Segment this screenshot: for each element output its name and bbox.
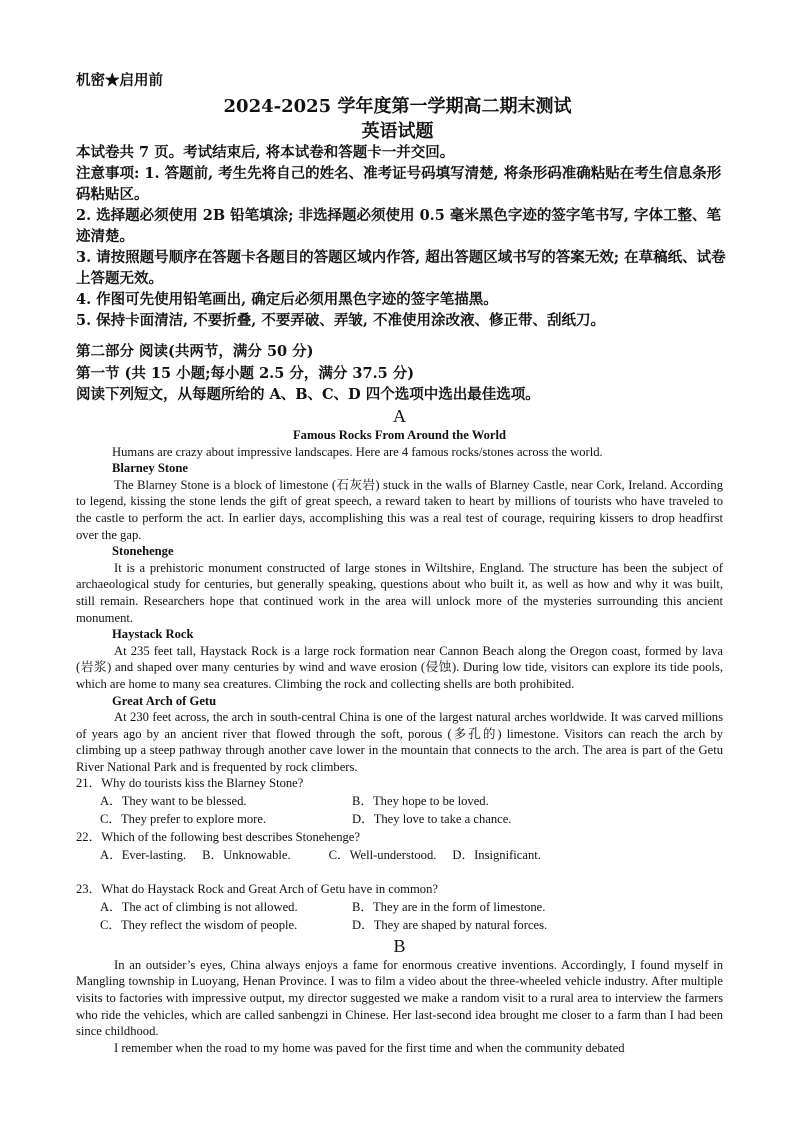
option-b[interactable]: B．Unknowable.: [202, 847, 291, 862]
option-b[interactable]: B．They hope to be loved.: [352, 794, 489, 809]
option-a[interactable]: A．The act of climbing is not allowed.: [100, 900, 298, 915]
questions: [76, 775, 723, 934]
option-c[interactable]: C．They reflect the wisdom of people.: [100, 918, 298, 933]
paragraph: In an outsider’s eyes, China always enjoys a fame for enormous creative inventions. Accordingly, I found myself in Mangling township in Luoyang, Henan Province. I was to film a video about the three-wheeled vehicle industry. After multiple visits to factories with impressive output, my director suggested we make a random visit to a rural area to interview the farmers who ride the vehicles, which are called sanbengzi in Chinese. Her last-second idea brought me closer to a farm than I had been since childhood.: [76, 957, 723, 1039]
instruction-line: 4. 作图可先使用铅笔画出, 确定后必须用黑色字迹的签字笔描黑。: [76, 291, 498, 308]
instruction-line: 注意事项: 1. 答题前, 考生先将自己的姓名、准考证号码填写清楚, 将条形码准确粘贴在考生信息条形码粘贴区。: [76, 165, 722, 203]
options-row: [76, 793, 723, 811]
option-a[interactable]: A．Ever-lasting.: [100, 847, 187, 862]
option-d[interactable]: D．They love to take a chance.: [352, 812, 512, 827]
option-d[interactable]: D．Insignificant.: [452, 847, 541, 862]
instructions: [76, 142, 726, 331]
passage-letter: A: [393, 406, 406, 426]
passage-intro: Humans are crazy about impressive landscapes. Here are 4 famous rocks/stones across the world.: [112, 444, 603, 459]
instruction-line: 2. 选择题必须使用 2B 铅笔填涂; 非选择题必须使用 0.5 毫米黑色字迹的签字笔书写, 字体工整、笔迹清楚。: [76, 207, 721, 245]
question-stem: 21．Why do tourists kiss the Blarney Stone?: [76, 776, 304, 791]
paragraph: The Blarney Stone is a block of limestone (石灰岩) stuck in the walls of Blarney Castle, near Cork, Ireland. According to legend, kissing the stone lends the gift of great speech, a reward taken to heart by millions of tourists who have traveled to the castle to perform the act. In earlier days, accomplishing this was a real test of courage, requiring kissers to drop headfirst over the gap.: [76, 477, 723, 542]
passage-title: Famous Rocks From Around the World: [292, 428, 507, 442]
section-heading: Haystack Rock: [112, 627, 194, 642]
options-row: [76, 899, 723, 917]
paragraph: At 230 feet across, the arch in south-central China is one of the largest natural arches worldwide. It was carved millions of years ago by an ancient river that flowed through the soft, porous (多孔的) limestone. Visitors can reach the arch by climbing up a steep pathway through another cave lower in the mountain that connects to the arch. The area is part of the Getu River National Park and is frequented by rock climbers.: [76, 710, 723, 774]
instruction-line: 3. 请按照题号顺序在答题卡各题目的答题区域内作答, 超出答题区域书写的答案无效; 在草稿纸、试卷上答题无效。: [76, 249, 726, 287]
option-b[interactable]: B．They are in the form of limestone.: [352, 900, 546, 915]
option-c[interactable]: C．They prefer to explore more.: [100, 812, 267, 827]
option-a[interactable]: A．They want to be blessed.: [100, 794, 247, 809]
directions: 阅读下列短文，从每题所给的 A、B、C、D 四个选项中选出最佳选项。: [76, 386, 540, 403]
exam-subject: 英语试题: [361, 121, 434, 142]
section-heading: Stonehenge: [112, 544, 174, 559]
subsection-title: 第一节 (共 15 小题;每小题 2.5 分，满分 37.5 分): [76, 364, 415, 382]
section-heading: Great Arch of Getu: [112, 693, 217, 708]
section-heading: [76, 341, 726, 406]
confidential-label: 机密★启用前: [76, 72, 163, 89]
paragraph: I remember when the road to my home was paved for the first time and when the community debated: [114, 1040, 625, 1055]
section-heading: Blarney Stone: [112, 461, 188, 476]
part-title: 第二部分 阅读(共两节，满分 50 分): [76, 343, 314, 360]
instruction-line: 本试卷共 7 页。考试结束后, 将本试卷和答题卡一并交回。: [76, 144, 455, 161]
passage-letter: B: [393, 935, 406, 956]
exam-title: 2024-2025 学年度第一学期高二期末测试: [223, 96, 572, 117]
options-row: [76, 847, 723, 865]
passage-a: [76, 405, 723, 1056]
options-row: [76, 811, 723, 829]
options-row: [76, 917, 723, 935]
paragraph: It is a prehistoric monument constructed of large stones in Wiltshire, England. The structure has been the subject of archaeological study for centuries, but generally speaking, questions about who built it, as well as how and why it was built, still remain. Researchers hope that continued work in the area will unlock more of the mysteries surrounding this ancient monument.: [76, 560, 723, 625]
option-d[interactable]: D．They are shaped by natural forces.: [352, 918, 548, 933]
paragraph: At 235 feet tall, Haystack Rock is a large rock formation near Cannon Beach along the Oregon coast, formed by lava (岩浆) and shaped over many centuries by wind and wave erosion (侵蚀). During low tide, visitors can explore its tide pools, which are home to many sea creatures. Climbing the rock and collecting shells are both prohibited.: [76, 643, 723, 691]
question-stem: 22．Which of the following best describes Stonehenge?: [76, 829, 360, 844]
question-stem: 23．What do Haystack Rock and Great Arch of Getu have in common?: [76, 882, 438, 897]
option-c[interactable]: C．Well-understood.: [328, 847, 437, 862]
instruction-line: 5. 保持卡面清洁, 不要折叠, 不要弄破、弄皱, 不准使用涂改液、修正带、刮纸刀。: [76, 312, 605, 329]
